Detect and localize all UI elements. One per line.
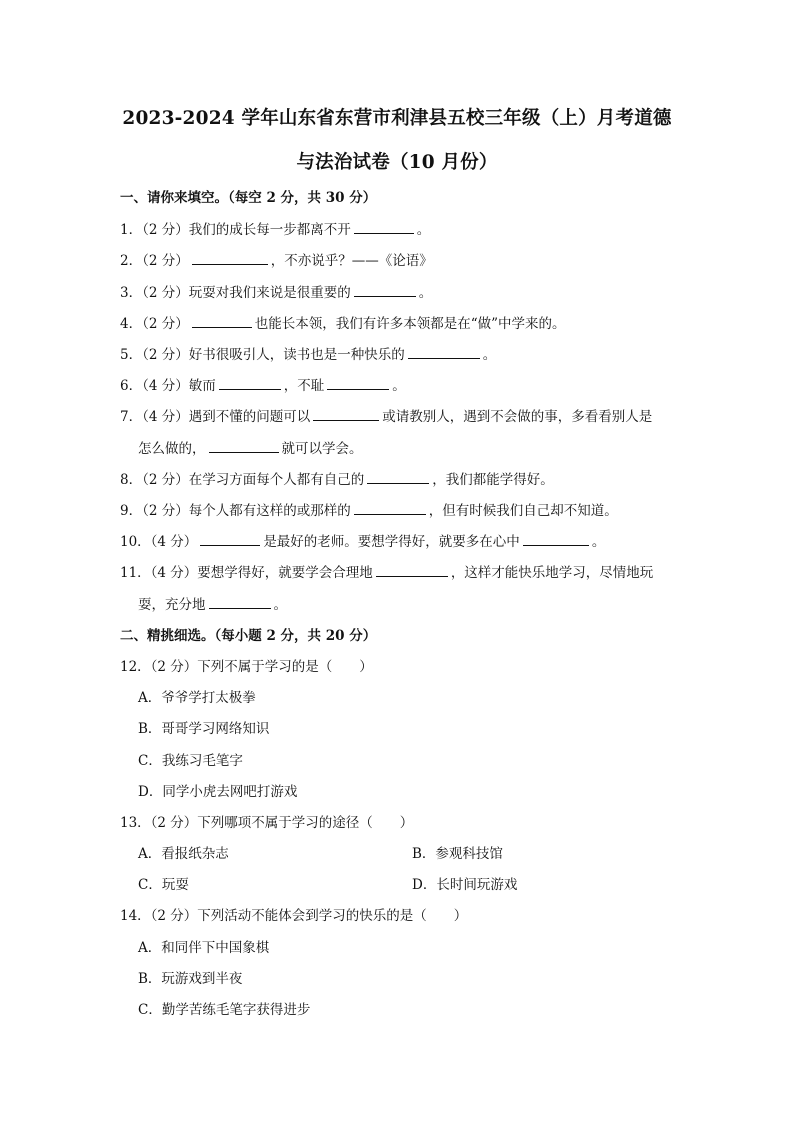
answer-blank[interactable] — [367, 469, 429, 484]
question-8: 8．（2 分）在学习方面每个人都有自己的 ，我们都能学得好。 — [120, 468, 554, 488]
question-3: 3．（2 分）玩耍对我们来说是很重要的 。 — [120, 281, 432, 301]
question-14-option-c[interactable]: C．勤学苦练毛笔字获得进步 — [138, 1002, 311, 1018]
answer-blank[interactable] — [200, 531, 260, 546]
section-1-heading: 一、请你来填空。（每空 2 分，共 30 分） — [120, 190, 377, 206]
answer-blank[interactable] — [219, 375, 281, 390]
answer-blank[interactable] — [313, 406, 379, 421]
answer-blank[interactable] — [192, 250, 268, 265]
question-7-continued: 怎么做的， 就可以学会。 — [138, 437, 363, 457]
question-12-option-b[interactable]: B．哥哥学习网络知识 — [138, 721, 270, 737]
question-6: 6．（4 分）敏而 ，不耻 。 — [120, 374, 406, 394]
question-13-option-a[interactable]: A．看报纸杂志 — [138, 846, 229, 862]
question-11-continued: 耍，充分地 。 — [138, 593, 287, 613]
question-4: 4．（2 分） 也能长本领，我们有许多本领都是在“做”中学来的。 — [120, 312, 566, 332]
question-13-option-d[interactable]: D．长时间玩游戏 — [412, 877, 518, 893]
answer-blank[interactable] — [408, 344, 480, 359]
question-13-stem: 13．（2 分）下列哪项不属于学习的途径（ ） — [120, 815, 414, 831]
answer-blank[interactable] — [523, 531, 589, 546]
exam-title-line-1: 2023-2024 学年山东省东营市利津县五校三年级（上）月考道德 — [122, 108, 672, 129]
question-10: 10．（4 分） 是最好的老师。要想学得好，就要多在心中 。 — [120, 530, 605, 550]
question-14-option-a[interactable]: A．和同伴下中国象棋 — [138, 940, 270, 956]
question-12-option-c[interactable]: C．我练习毛笔字 — [138, 753, 243, 769]
question-1: 1．（2 分）我们的成长每一步都离不开 。 — [120, 218, 430, 238]
exam-title-line-2: 与法治试卷（10 月份） — [296, 152, 498, 173]
answer-blank[interactable] — [376, 562, 448, 577]
question-12-option-a[interactable]: A．爷爷学打太极拳 — [138, 690, 256, 706]
answer-blank[interactable] — [354, 500, 426, 515]
question-14-option-b[interactable]: B．玩游戏到半夜 — [138, 971, 243, 987]
question-13-option-c[interactable]: C．玩耍 — [138, 877, 189, 893]
question-14-stem: 14．（2 分）下列活动不能体会到学习的快乐的是（ ） — [120, 908, 468, 924]
question-2: 2．（2 分） ，不亦说乎？——《论语》 — [120, 249, 433, 269]
answer-blank[interactable] — [192, 313, 252, 328]
answer-blank[interactable] — [209, 594, 271, 609]
question-13-option-b[interactable]: B．参观科技馆 — [412, 846, 503, 862]
answer-blank[interactable] — [354, 282, 416, 297]
question-7: 7．（4 分）遇到不懂的问题可以 或请教别人，遇到不会做的事，多看看别人是 — [120, 405, 652, 425]
question-12-stem: 12．（2 分）下列不属于学习的是（ ） — [120, 659, 373, 675]
question-12-option-d[interactable]: D．同学小虎去网吧打游戏 — [138, 784, 298, 800]
section-2-heading: 二、精挑细选。（每小题 2 分，共 20 分） — [120, 628, 377, 644]
answer-blank[interactable] — [354, 219, 414, 234]
answer-blank[interactable] — [327, 375, 389, 390]
question-11: 11．（4 分）要想学得好，就要学会合理地 ，这样才能快乐地学习，尽情地玩 — [120, 561, 653, 581]
question-5: 5．（2 分）好书很吸引人，读书也是一种快乐的 。 — [120, 343, 496, 363]
question-9: 9．（2 分）每个人都有这样的或那样的 ，但有时候我们自己却不知道。 — [120, 499, 618, 519]
answer-blank[interactable] — [209, 438, 279, 453]
